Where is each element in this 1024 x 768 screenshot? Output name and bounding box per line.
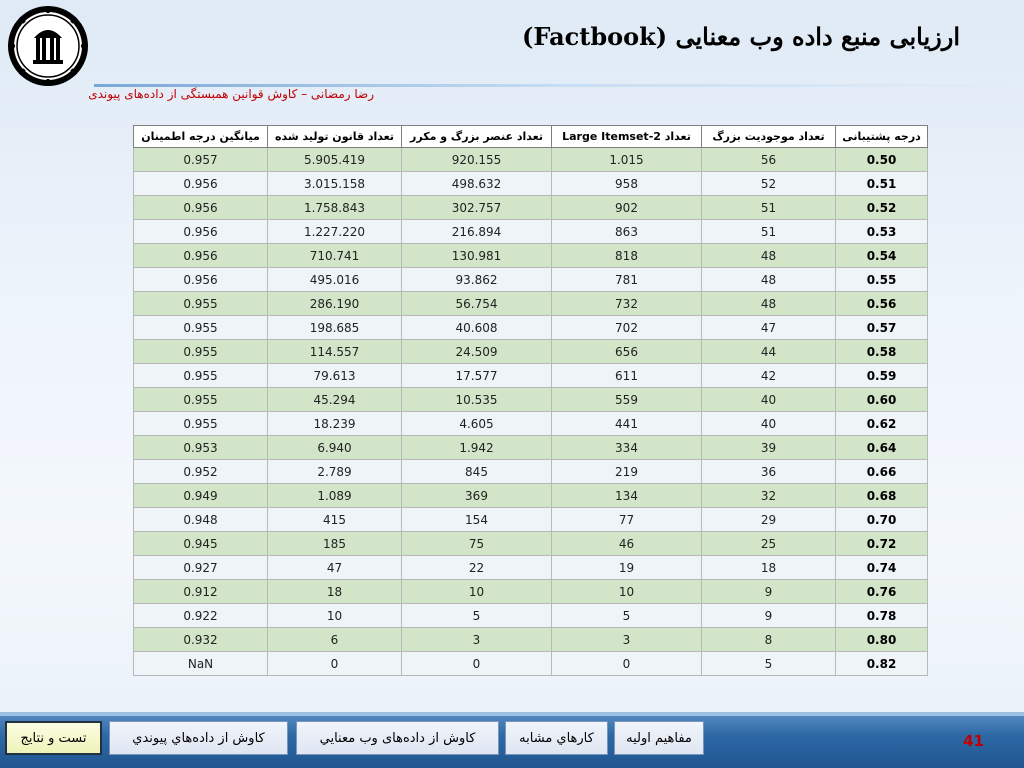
table-cell: 0.955 [134, 412, 268, 436]
table-row [134, 196, 928, 220]
table-cell: 0.948 [134, 508, 268, 532]
table-cell: 0.957 [134, 148, 268, 172]
support-cell: 0.82 [836, 652, 928, 676]
table-cell: 3 [552, 628, 702, 652]
table-cell: 920.155 [402, 148, 552, 172]
table-row [134, 220, 928, 244]
table-cell: 0.955 [134, 316, 268, 340]
table-cell: 93.862 [402, 268, 552, 292]
table-cell: 29 [702, 508, 836, 532]
table-row [134, 580, 928, 604]
table-cell: 39 [702, 436, 836, 460]
table-cell: 0 [268, 652, 402, 676]
table-row [134, 484, 928, 508]
table-cell: 56 [702, 148, 836, 172]
support-cell: 0.57 [836, 316, 928, 340]
table-cell: 18 [702, 556, 836, 580]
column-header: ميانگين درجه اطمينان [134, 126, 268, 148]
results-table [133, 125, 928, 676]
table-cell: 334 [552, 436, 702, 460]
table-cell: 0.955 [134, 340, 268, 364]
support-cell: 0.64 [836, 436, 928, 460]
table-cell: 5 [702, 652, 836, 676]
column-header: تعداد موجوديت بزرگ [702, 126, 836, 148]
table-cell: 216.894 [402, 220, 552, 244]
table-row [134, 364, 928, 388]
table-cell: 1.227.220 [268, 220, 402, 244]
table-cell: 45.294 [268, 388, 402, 412]
table-cell: 47 [268, 556, 402, 580]
table-cell: 0.956 [134, 268, 268, 292]
table-cell: 818 [552, 244, 702, 268]
table-cell: 2.789 [268, 460, 402, 484]
table-cell: 3.015.158 [268, 172, 402, 196]
support-cell: 0.70 [836, 508, 928, 532]
table-cell: 6 [268, 628, 402, 652]
table-cell: 51 [702, 196, 836, 220]
column-header: تعداد عنصر بزرگ و مکرر [402, 126, 552, 148]
support-cell: 0.80 [836, 628, 928, 652]
table-cell: 10 [268, 604, 402, 628]
results-table-container [133, 125, 927, 676]
table-cell: 36 [702, 460, 836, 484]
support-cell: 0.56 [836, 292, 928, 316]
table-cell: 185 [268, 532, 402, 556]
table-cell: 10.535 [402, 388, 552, 412]
table-row [134, 268, 928, 292]
table-cell: 3 [402, 628, 552, 652]
table-cell: 0.955 [134, 292, 268, 316]
table-cell: 130.981 [402, 244, 552, 268]
table-row [134, 388, 928, 412]
table-cell: 611 [552, 364, 702, 388]
support-cell: 0.59 [836, 364, 928, 388]
table-cell: 845 [402, 460, 552, 484]
table-row [134, 148, 928, 172]
table-cell: 0.952 [134, 460, 268, 484]
support-cell: 0.72 [836, 532, 928, 556]
table-row [134, 340, 928, 364]
table-cell: 40.608 [402, 316, 552, 340]
table-cell: 0 [402, 652, 552, 676]
support-cell: 0.51 [836, 172, 928, 196]
table-cell: 25 [702, 532, 836, 556]
table-cell: 286.190 [268, 292, 402, 316]
page-number: 41 [963, 732, 984, 750]
table-cell: 441 [552, 412, 702, 436]
support-cell: 0.55 [836, 268, 928, 292]
table-cell: 1.758.843 [268, 196, 402, 220]
nav-button-linked-data-mining[interactable]: کاوش از داده‌هاي پيوندي [109, 721, 288, 755]
table-cell: 9 [702, 604, 836, 628]
table-cell: NaN [134, 652, 268, 676]
table-cell: 0 [552, 652, 702, 676]
table-row [134, 412, 928, 436]
table-cell: 9 [702, 580, 836, 604]
slide-subtitle: رضا رمضانی – کاوش قوانين همبستگی از داده‌های پيوندی [88, 87, 374, 101]
table-cell: 710.741 [268, 244, 402, 268]
support-cell: 0.53 [836, 220, 928, 244]
table-cell: 10 [552, 580, 702, 604]
table-row [134, 244, 928, 268]
table-cell: 732 [552, 292, 702, 316]
table-cell: 198.685 [268, 316, 402, 340]
table-cell: 0.956 [134, 172, 268, 196]
column-header: تعداد قانون توليد شده [268, 126, 402, 148]
table-cell: 19 [552, 556, 702, 580]
table-cell: 48 [702, 292, 836, 316]
table-cell: 46 [552, 532, 702, 556]
table-cell: 302.757 [402, 196, 552, 220]
table-cell: 781 [552, 268, 702, 292]
support-cell: 0.68 [836, 484, 928, 508]
support-cell: 0.60 [836, 388, 928, 412]
column-header: تعداد 2-Large Itemset [552, 126, 702, 148]
table-cell: 75 [402, 532, 552, 556]
support-cell: 0.74 [836, 556, 928, 580]
table-cell: 40 [702, 388, 836, 412]
table-cell: 219 [552, 460, 702, 484]
table-cell: 958 [552, 172, 702, 196]
support-cell: 0.76 [836, 580, 928, 604]
table-cell: 52 [702, 172, 836, 196]
table-row [134, 436, 928, 460]
nav-button-related-work[interactable]: کارهاي مشابه [505, 721, 608, 755]
table-cell: 415 [268, 508, 402, 532]
table-cell: 0.927 [134, 556, 268, 580]
table-cell: 559 [552, 388, 702, 412]
nav-button-semantic-web-mining[interactable]: کاوش از داده‌های وب معنايي [296, 721, 499, 755]
table-cell: 48 [702, 268, 836, 292]
table-cell: 5 [402, 604, 552, 628]
table-row [134, 460, 928, 484]
support-cell: 0.54 [836, 244, 928, 268]
table-cell: 0.956 [134, 244, 268, 268]
table-header-row [134, 126, 928, 148]
table-cell: 6.940 [268, 436, 402, 460]
table-cell: 0.922 [134, 604, 268, 628]
table-cell: 32 [702, 484, 836, 508]
table-cell: 79.613 [268, 364, 402, 388]
table-cell: 0.956 [134, 196, 268, 220]
table-row [134, 532, 928, 556]
table-row [134, 628, 928, 652]
table-cell: 1.015 [552, 148, 702, 172]
table-cell: 8 [702, 628, 836, 652]
table-cell: 5 [552, 604, 702, 628]
table-cell: 0.955 [134, 388, 268, 412]
table-cell: 0.912 [134, 580, 268, 604]
table-cell: 0.956 [134, 220, 268, 244]
nav-top-strip [0, 712, 1024, 716]
support-cell: 0.66 [836, 460, 928, 484]
table-cell: 1.089 [268, 484, 402, 508]
table-cell: 42 [702, 364, 836, 388]
table-body [134, 148, 928, 676]
table-row [134, 604, 928, 628]
table-cell: 369 [402, 484, 552, 508]
table-cell: 77 [552, 508, 702, 532]
table-cell: 18.239 [268, 412, 402, 436]
table-cell: 44 [702, 340, 836, 364]
table-cell: 40 [702, 412, 836, 436]
support-cell: 0.78 [836, 604, 928, 628]
table-row [134, 316, 928, 340]
table-row [134, 172, 928, 196]
table-cell: 56.754 [402, 292, 552, 316]
support-cell: 0.52 [836, 196, 928, 220]
table-cell: 0.953 [134, 436, 268, 460]
table-cell: 134 [552, 484, 702, 508]
table-cell: 495.016 [268, 268, 402, 292]
table-cell: 4.605 [402, 412, 552, 436]
table-row [134, 556, 928, 580]
table-cell: 0.945 [134, 532, 268, 556]
nav-button-basic-concepts[interactable]: مفاهيم اوليه [614, 721, 704, 755]
support-cell: 0.50 [836, 148, 928, 172]
column-header: درجه پشتيبانی [836, 126, 928, 148]
table-cell: 114.557 [268, 340, 402, 364]
table-cell: 18 [268, 580, 402, 604]
table-row [134, 508, 928, 532]
support-cell: 0.62 [836, 412, 928, 436]
table-cell: 22 [402, 556, 552, 580]
table-cell: 702 [552, 316, 702, 340]
table-cell: 498.632 [402, 172, 552, 196]
slide-title: ارزيابی منبع داده وب معنايی (Factbook) [521, 22, 960, 51]
table-cell: 17.577 [402, 364, 552, 388]
table-cell: 24.509 [402, 340, 552, 364]
table-cell: 656 [552, 340, 702, 364]
table-cell: 154 [402, 508, 552, 532]
university-logo [6, 4, 90, 88]
table-row [134, 652, 928, 676]
nav-button-test-results[interactable]: تست و نتايج [5, 721, 102, 755]
support-cell: 0.58 [836, 340, 928, 364]
table-cell: 51 [702, 220, 836, 244]
table-cell: 48 [702, 244, 836, 268]
table-cell: 0.949 [134, 484, 268, 508]
table-cell: 0.932 [134, 628, 268, 652]
table-row [134, 292, 928, 316]
table-cell: 0.955 [134, 364, 268, 388]
table-cell: 10 [402, 580, 552, 604]
table-cell: 863 [552, 220, 702, 244]
table-cell: 47 [702, 316, 836, 340]
table-cell: 1.942 [402, 436, 552, 460]
table-cell: 5.905.419 [268, 148, 402, 172]
table-cell: 902 [552, 196, 702, 220]
